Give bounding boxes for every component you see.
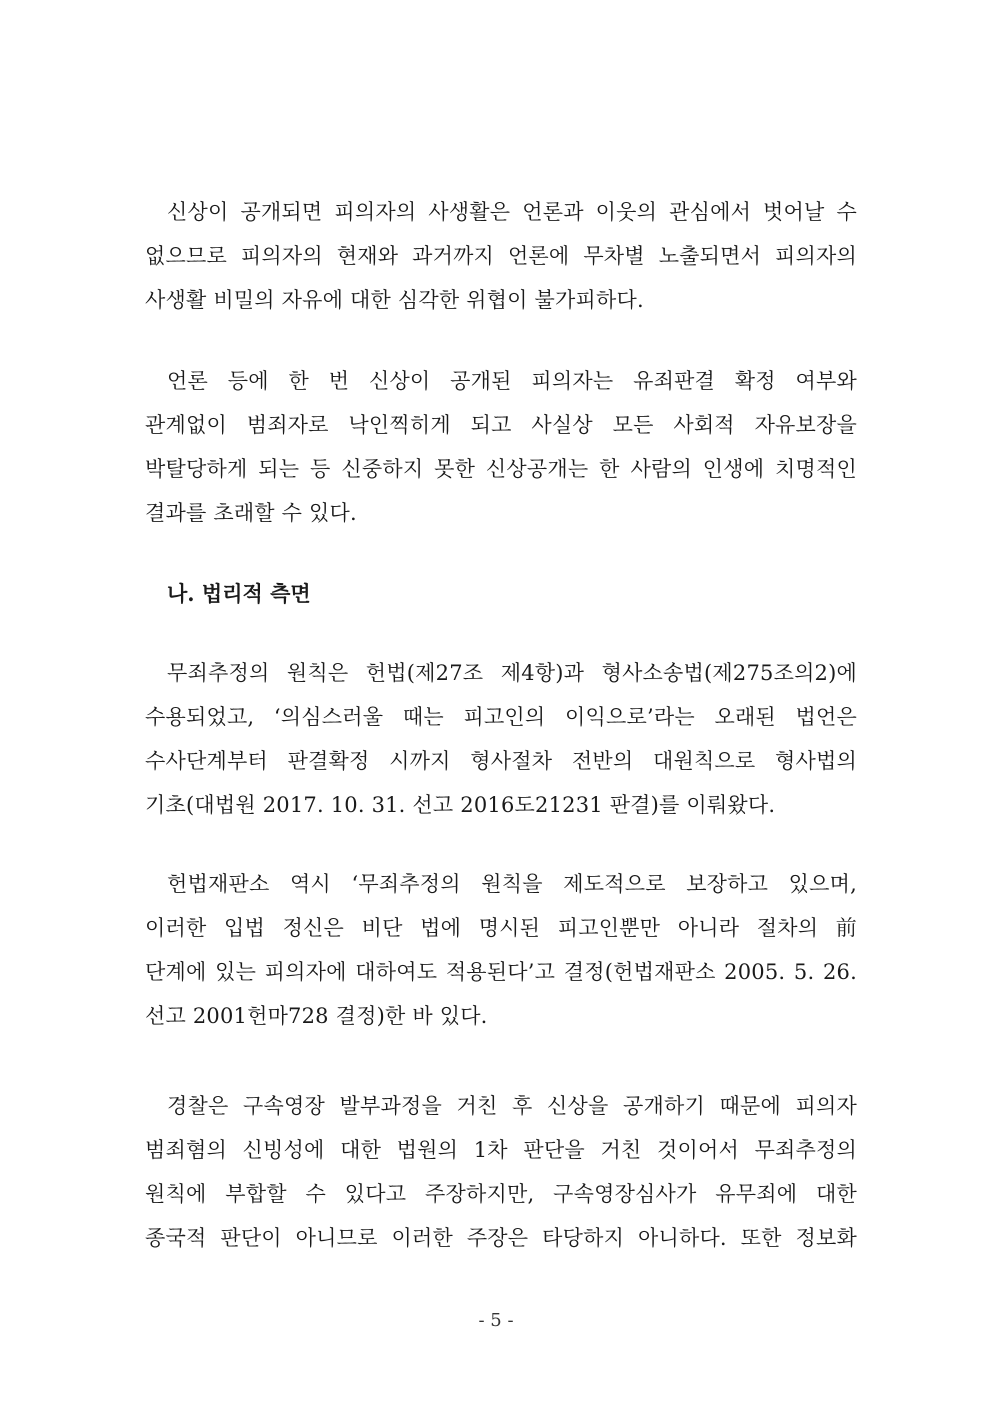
section-heading: 나. 법리적 측면 [167, 581, 311, 606]
paragraph-line: 범죄혐의 신빙성에 대한 법원의 1차 판단을 거친 것이어서 무죄추정의 [145, 1138, 857, 1162]
paragraph [145, 862, 857, 1038]
page-number: - 5 - [478, 1310, 514, 1331]
paragraph-line: 헌법재판소 역시 ‘무죄추정의 원칙을 제도적으로 보장하고 있으며, [167, 872, 857, 896]
paragraph [145, 651, 857, 827]
paragraph-line: 언론 등에 한 번 신상이 공개된 피의자는 유죄판결 확정 여부와 [167, 369, 857, 393]
paragraph-line: 없으므로 피의자의 현재와 과거까지 언론에 무차별 노출되면서 피의자의 [145, 244, 857, 268]
paragraph [145, 359, 857, 535]
paragraph-line: 수용되었고, ‘의심스러울 때는 피고인의 이익으로’라는 오래된 법언은 [145, 705, 857, 729]
paragraph-line: 수사단계부터 판결확정 시까지 형사절차 전반의 대원칙으로 형사법의 [145, 749, 857, 773]
paragraph-line: 이러한 입법 정신은 비단 법에 명시된 피고인뿐만 아니라 절차의 前 [145, 916, 857, 940]
paragraph-line: 관계없이 범죄자로 낙인찍히게 되고 사실상 모든 사회적 자유보장을 [145, 413, 857, 437]
paragraph-line: 신상이 공개되면 피의자의 사생활은 언론과 이웃의 관심에서 벗어날 수 [167, 200, 857, 224]
paragraph-line: 박탈당하게 되는 등 신중하지 못한 신상공개는 한 사람의 인생에 치명적인 [145, 457, 857, 481]
paragraph-line: 선고 2001헌마728 결정)한 바 있다. [145, 1004, 488, 1028]
paragraph-line: 무죄추정의 원칙은 헌법(제27조 제4항)과 형사소송법(제275조의2)에 [167, 661, 857, 685]
paragraph-line: 기초(대법원 2017. 10. 31. 선고 2016도21231 판결)를 이뤄왔다. [145, 793, 776, 817]
paragraph [145, 190, 857, 322]
paragraph-line: 경찰은 구속영장 발부과정을 거친 후 신상을 공개하기 때문에 피의자 [167, 1094, 857, 1118]
paragraph-line: 결과를 초래할 수 있다. [145, 501, 357, 525]
paragraph-line: 종국적 판단이 아니므로 이러한 주장은 타당하지 아니하다. 또한 정보화 [145, 1226, 857, 1250]
paragraph-line: 원칙에 부합할 수 있다고 주장하지만, 구속영장심사가 유무죄에 대한 [145, 1182, 857, 1206]
paragraph-line: 사생활 비밀의 자유에 대한 심각한 위협이 불가피하다. [145, 288, 644, 312]
paragraph-line: 단계에 있는 피의자에 대하여도 적용된다’고 결정(헌법재판소 2005. 5. 26. [145, 960, 857, 984]
paragraph [145, 1084, 857, 1260]
